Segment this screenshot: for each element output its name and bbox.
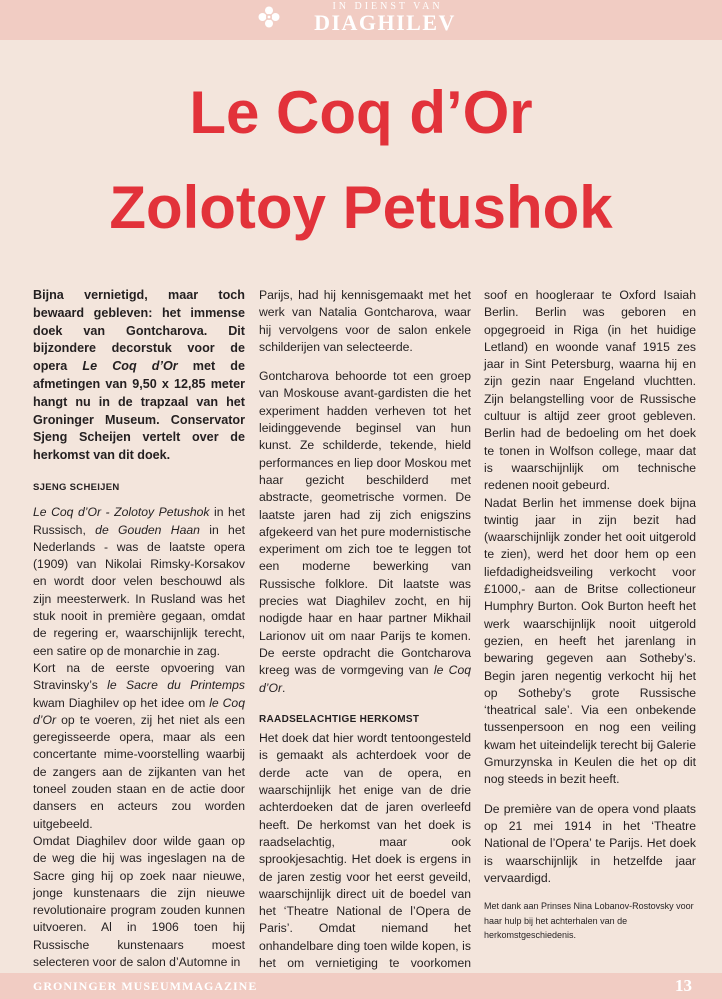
paragraph: Het doek dat hier wordt tentoongesteld is gemaakt als achterdoek voor de derde acte van de opera, en waarschijnlijk het enige van de drie achterdoeken dat de jaren overleefd heeft. De herkomst van het doek is raadselachtig, maar ook sprookjesachtig. Het doek is ergens in de jaren zestig voor het eerst geveild, waarschijnlijk direct uit de boedel van het ‘Theatre National de l’Opera de Paris’. Omdat niemand het onhandelbare ding toen wilde kopen, is het om vernietiging te voorkomen xyxy=(259,731,471,970)
section-heading: RAADSELACHTIGE HERKOMST xyxy=(259,713,420,725)
paragraph: Nadat Berlin het immense doek bijna twintig jaar in zijn bezit had (waarschijnlijk zonder het ooit uitgerold te zien), werd het door hem op een liefdadigheidsveiling verkocht voor £1000,- aan de Britse collectioneur Humphry Burton. Ook Burton heeft het werk waarschijnlijk nooit uitgerold gezien, en heeft het jarenlang in bewaring gegeven aan Sotheby’s. Begin jaren negentig verkocht hij het op Sotheby’s grote Russische ‘theatrical sale’. Via een onbekende tussenpersoon en nog een veiling kwam het uiteindelijk terecht bij Galerie Gmurzynska in Keulen die het op dit nog steeds in bezit heeft. xyxy=(484,495,696,787)
series-label: IN DIENST VAN xyxy=(332,1,443,12)
article-subtitle: Zolotoy Petushok xyxy=(109,174,613,241)
paragraph: Gontcharova behoorde tot een groep van Moskouse avant-gardisten die het experiment hadden verheven tot het leidinggevende beginsel van hun kunst. Ze schilderde, tekende, hield performances en liep door Moskou met haar gezicht beschilderd met abstracte, geometrische vormen. De laatste jaren had zij zich enigszins afgekeerd van het pure modernistische experiment om zich toe te leggen tot een moderne bewerking van Russische folklore. Dit laatste was precies wat Diaghilev zocht, en hij nodigde haar en haar partner Mikhail Larionov uit om naar Parijs te komen. De eerste opdracht die Gontcharova kreeg was de vormgeving van le Coq d’Or. xyxy=(259,369,472,695)
paragraph: Parijs, had hij kennisgemaakt met het werk van Natalia Gontcharova, waar hij vervolgens voor de salon enkele schilderijen van selecteerde. xyxy=(259,288,471,354)
lead-paragraph: Bijna vernietigd, maar toch bewaard gebleven: het immense doek van Gontcharova. Dit bijzondere decorstuk voor de opera Le Coq d’Or met de afmetingen van 9,50 x 12,85 meter hangt nu in de trapzaal van het Groninger Museum. Conservator Sjeng Scheijen vertelt over de herkomst van dit doek. xyxy=(33,288,245,463)
paragraph: De première van de opera vond plaats op 21 mei 1914 in het ‘Theatre National de l’Opera’ te Parijs. Het doek is waarschijnlijk in hetzelfde jaar vervaardigd. xyxy=(484,801,696,885)
series-title: DIAGHILEV xyxy=(314,10,456,35)
author-byline: SJENG SCHEIJEN xyxy=(33,481,120,493)
text-column-2 xyxy=(259,287,471,990)
magazine-name: GRONINGER MUSEUMMAGAZINE xyxy=(33,979,258,993)
paragraph: soof en hoogleraar te Oxford Isaiah Berlin. Berlin was geboren en opgegroeid in Riga (in het huidige Letland) en woonde vanaf 1915 zes jaar in Sint Petersburg, waarna hij en zijn gezin naar Engeland vluchtten. Zijn belangstelling voor de Russische cultuur is altijd zeer groot gebleven. Berlin had de bedoeling om het doek te tonen in Wolfson college, maar dat is waarschijnlijk om technische redenen nooit gebeurd. xyxy=(484,288,696,493)
paragraph: Kort na de eerste opvoering van Stravinsky’s le Sacre du Printemps kwam Diaghilev op het idee om le Coq d’Or op te voeren, zij het niet als een geregisseerde opera, maar als een concertante mime-voorstelling waarbij de zangers aan de zijkanten van het toneel zouden staan en de actie door dansers en acteurs zou worden uitgebeeld. xyxy=(33,660,245,831)
text-column-1 xyxy=(33,287,245,971)
page-number: 13 xyxy=(675,976,692,995)
acknowledgement-note: Met dank aan Prinses Nina Lobanov-Rostovsky voor haar hulp bij het achterhalen van de herkomstgeschiedenis. xyxy=(484,901,694,941)
flower-logo-icon xyxy=(258,6,280,28)
paragraph: Omdat Diaghilev door wilde gaan op de weg die hij was ingeslagen na de Sacre ging hij op zoek naar nieuwe, jonge kunstenaars die zijn nieuwe revolutionaire program zouden kunnen uitvoeren. Al in 1906 toen hij Russische kunstenaars moest selecteren voor de salon d’Automne in xyxy=(33,833,245,969)
paragraph: Le Coq d’Or - Zolotoy Petushok in het Russisch, de Gouden Haan in het Nederlands - was de laatste opera (1909) van Nikolai Rimsky-Korsakov en wordt door velen beschouwd als zijn meesterwerk. In Rusland was het stuk nooit in première gegaan, omdat de regering er, waarschijnlijk terecht, een satire op de monarchie in zag. xyxy=(33,505,246,658)
text-column-3 xyxy=(484,287,696,955)
article-title: Le Coq d’Or xyxy=(189,79,533,146)
